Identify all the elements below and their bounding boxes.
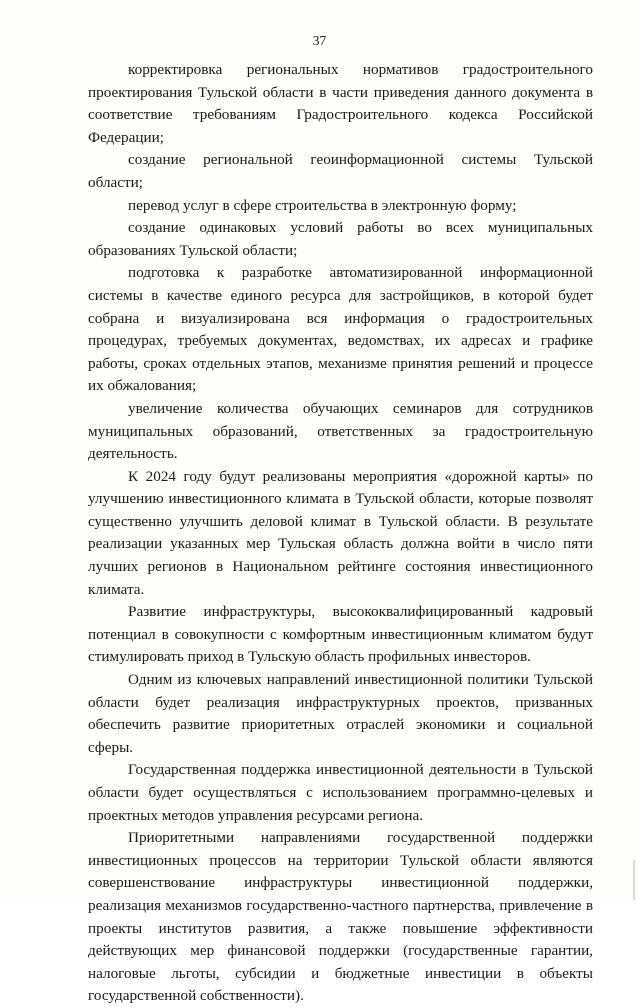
paragraph-9: Одним из ключевых направлений инвестиционной политики Тульской области будет реализация инфраструктурных проектов, призванных обеспечить развитие приоритетных отраслей экономики и социальной сферы. (88, 671, 593, 756)
scan-artifact-line (633, 860, 635, 900)
paragraph-5: подготовка к разработке автоматизированной информационной системы в качестве единого ресурса для застройщиков, в которой будет собрана и визуализирована вся информация о градостроительных процедурах, требуемых документах, ведомствах, их адресах и графике работы, сроках отдельных этапов, механизме принятия решений и процессе их обжалования; (88, 264, 593, 395)
paragraph-3: перевод услуг в сфере строительства в электронную форму; (128, 196, 517, 214)
paragraph-2: создание региональной геоинформационной системы Тульской области; (88, 151, 593, 191)
paragraph-6: увеличение количества обучающих семинаров для сотрудников муниципальных образований, ответственных за градостроительную деятельность. (88, 399, 593, 463)
paragraph-1: корректировка региональных нормативов градостроительного проектирования Тульской области в части приведения данного документа в соответствие требованиям Градостроительного кодекса Российской Федерации; (88, 61, 593, 146)
paragraph-8: Развитие инфраструктуры, высококвалифицированный кадровый потенциал в совокупности с комфортным инвестиционным климатом будут стимулировать приход в Тульскую область профильных инвесторов. (88, 603, 593, 666)
paragraph-10: Государственная поддержка инвестиционной деятельности в Тульской области будет осуществляться с использованием программно-целевых и проектных методов управления ресурсами региона. (88, 761, 593, 824)
page-number: 37 (312, 33, 327, 48)
paragraph-7: К 2024 году будут реализованы мероприятия «дорожной карты» по улучшению инвестиционного климата в Тульской области, которые позволят существенно улучшить деловой климат в Тульской области. В результате реализации указанных мер Тульская область должна войти в число пяти лучших регионов в Национальном рейтинге состояния инвестиционного климата. (88, 467, 593, 598)
document-body (88, 59, 593, 1008)
paragraph-11: Приоритетными направлениями государственной поддержки инвестиционных процессов на территории Тульской области являются совершенствование инфраструктуры инвестиционной поддержки, реализация механизмов государственно-частного партнерства, привлечение в проекты институтов развития, а также повышение эффективности действующих мер финансовой поддержки (государственные гарантии, налоговые льготы, субсидии и бюджетные инвестиции в объекты государственной собственности). (88, 829, 593, 1005)
paragraph-4: создание одинаковых условий работы во всех муниципальных образованиях Тульской области; (88, 219, 593, 259)
